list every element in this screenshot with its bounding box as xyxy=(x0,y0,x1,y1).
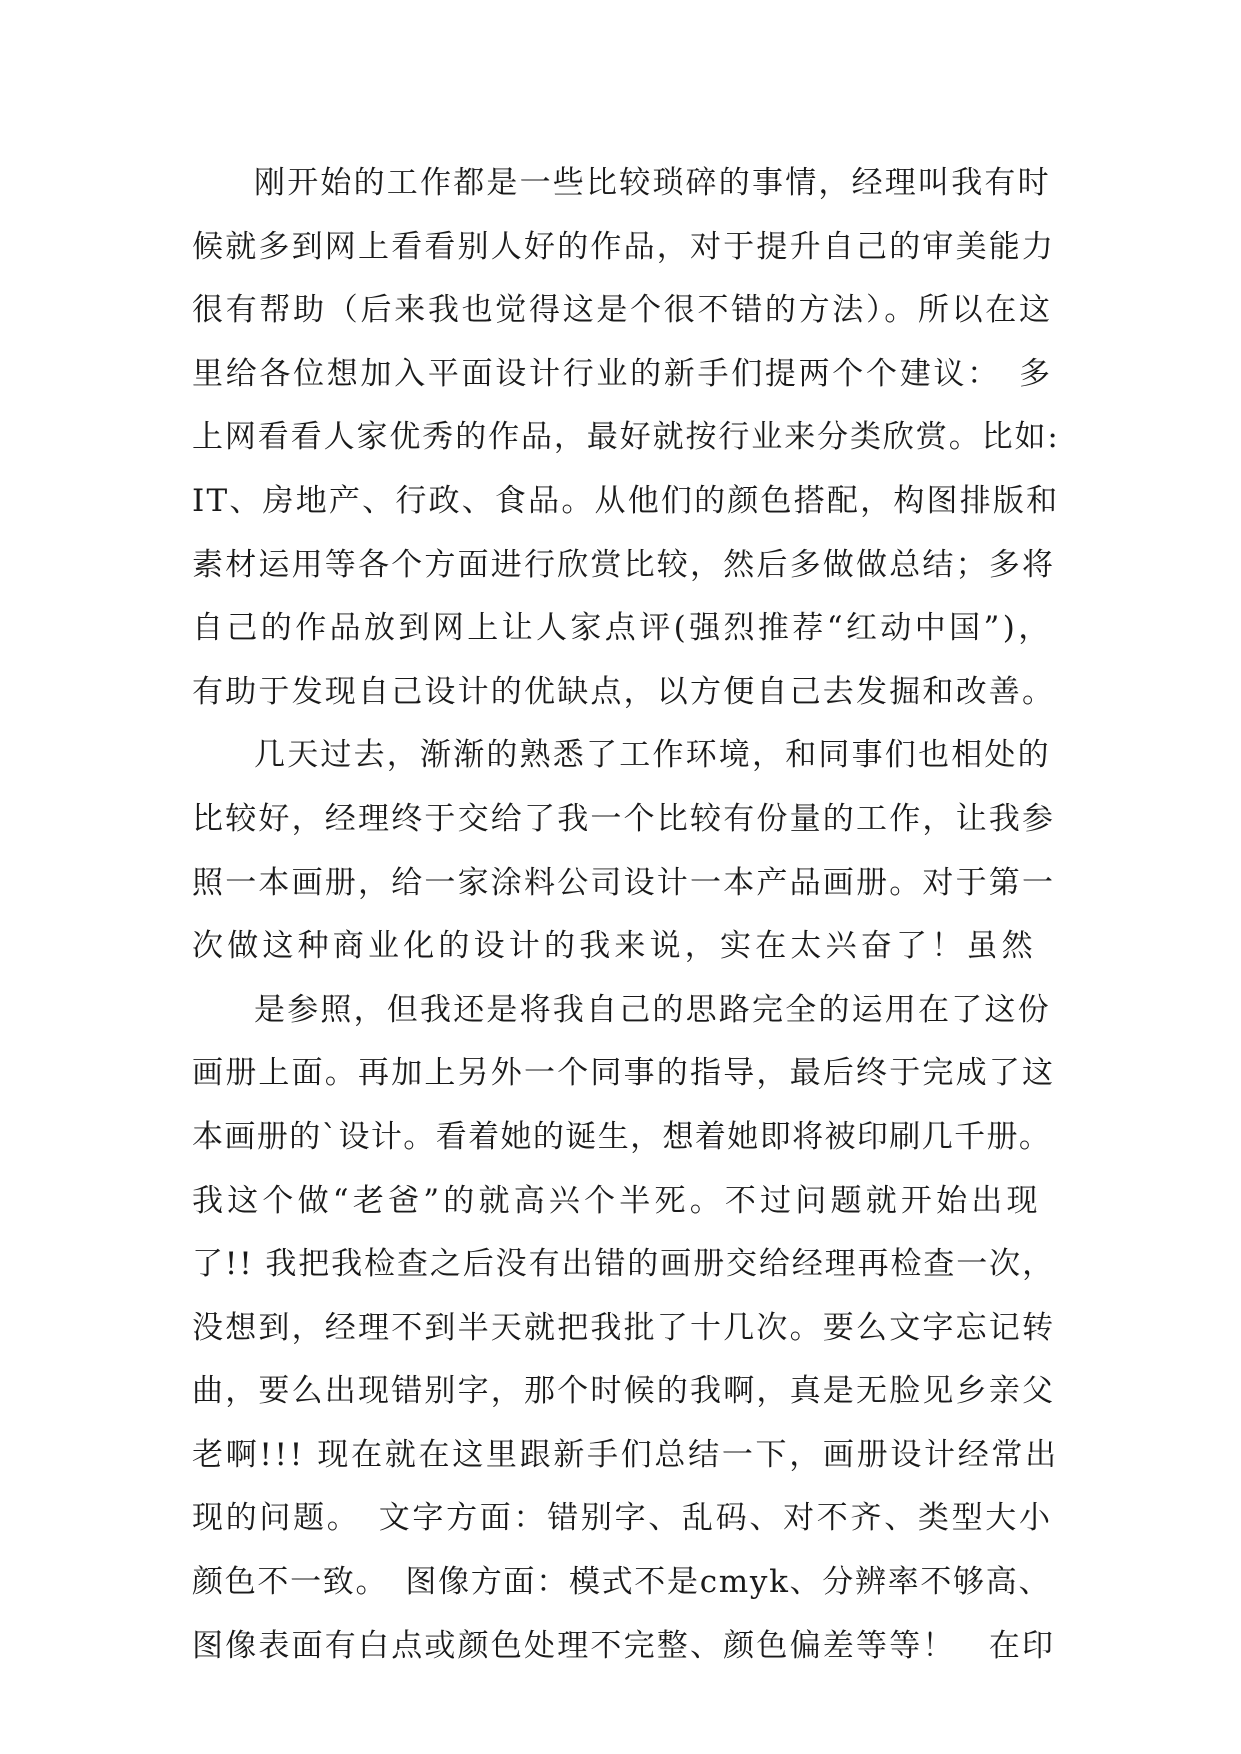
text-line: 了!! 我把我检查之后没有出错的画册交给经理再检查一次， xyxy=(192,1246,1055,1283)
text-line: 图像表面有白点或颜色处理不完整、颜色偏差等等！ 在印 xyxy=(192,1627,1056,1664)
text-line: 是参照，但我还是将我自己的思路完全的运用在了这份 xyxy=(254,991,1051,1028)
text-line: 我这个做“老爸”的就高兴个半死。不过问题就开始出现 xyxy=(192,1182,1042,1219)
text-line: 里给各位想加入平面设计行业的新手们提两个个建议： 多 xyxy=(192,355,1053,392)
text-line: 次做这种商业化的设计的我来说，实在太兴奋了！虽然 xyxy=(192,928,1037,965)
text-line: 刚开始的工作都是一些比较琐碎的事情，经理叫我有时 xyxy=(254,165,1051,201)
text-line: 老啊!!! 现在就在这里跟新手们总结一下，画册设计经常出 xyxy=(192,1436,1059,1473)
text-line: 现的问题。 文字方面：错别字、乱码、对不齐、类型大小 xyxy=(192,1500,1053,1537)
text-line: IT、房地产、行政、食品。从他们的颜色搭配，构图排版和 xyxy=(192,482,1060,519)
text-line: 颜色不一致。 图像方面：模式不是cmyk、分辨率不够高、 xyxy=(192,1564,1052,1601)
text-line: 很有帮助（后来我也觉得这是个很不错的方法）。所以在这 xyxy=(192,292,1053,329)
text-line: 比较好，经理终于交给了我一个比较有份量的工作，让我参 xyxy=(192,800,1056,837)
text-line: 候就多到网上看看别人好的作品，对于提升自己的审美能力 xyxy=(192,228,1056,265)
text-line: 素材运用等各个方面进行欣赏比较，然后多做做总结；多将 xyxy=(192,546,1056,583)
text-line: 画册上面。再加上另外一个同事的指导，最后终于完成了这 xyxy=(192,1055,1056,1092)
text-line: 自己的作品放到网上让人家点评(强烈推荐“红动中国”)， xyxy=(192,610,1053,647)
text-line: 上网看看人家优秀的作品，最好就按行业来分类欣赏。比如: xyxy=(192,419,1060,456)
text-line: 有助于发现自己设计的优缺点，以方便自己去发掘和改善。 xyxy=(192,673,1056,710)
text-line: 几天过去，渐渐的熟悉了工作环境，和同事们也相处的 xyxy=(254,737,1051,774)
text-line: 没想到，经理不到半天就把我批了十几次。要么文字忘记转 xyxy=(192,1309,1056,1346)
text-line: 本画册的`设计。看着她的诞生，想着她即将被印刷几千册。 xyxy=(192,1118,1052,1155)
text-line: 曲，要么出现错别字，那个时候的我啊，真是无脸见乡亲父 xyxy=(192,1373,1056,1410)
body-text xyxy=(192,152,1062,1678)
text-line: 照一本画册，给一家涂料公司设计一本产品画册。对于第一 xyxy=(192,864,1056,901)
